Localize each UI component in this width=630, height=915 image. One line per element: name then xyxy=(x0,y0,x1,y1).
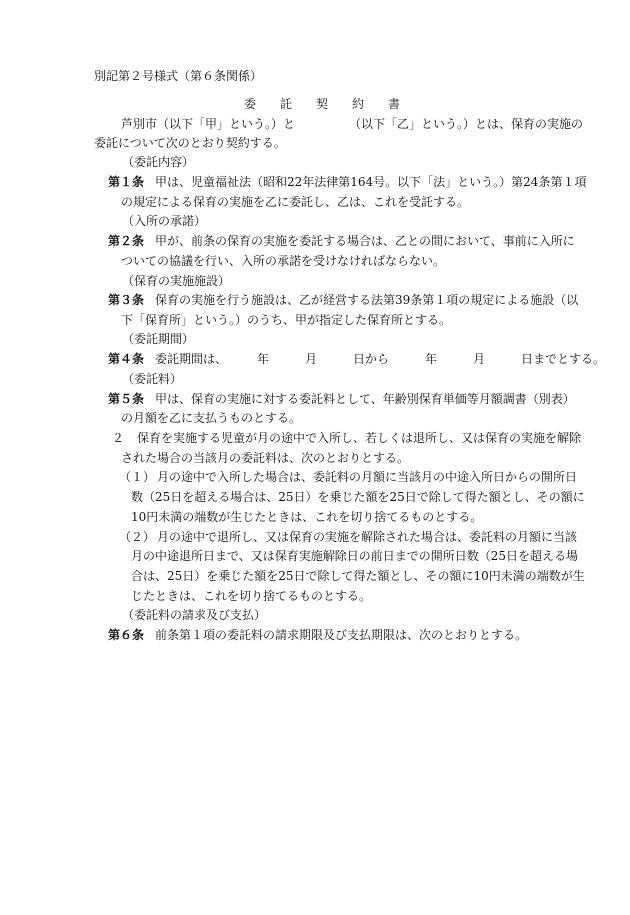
article-2-line-2: ついての協議を行い、入所の承諾を受けなければならない。 xyxy=(121,254,446,268)
article-2-line-1: 甲が、前条の保育の実施を委託する場合は、乙との間において、事前に入所に xyxy=(155,234,575,248)
article-3-line-1: 保育の実施を行う施設は、乙が経営する法第39条第１項の規定による施設（以 xyxy=(155,293,579,307)
article-5-paragraph-2-label: ２ xyxy=(112,431,125,445)
article-5-item-2-line-2: 月の中途退所日まで、又は保育実施解除日の前日までの開所日数（25日を超える場 xyxy=(131,549,579,563)
article-5-item-1-line-1: 月の途中で入所した場合は、委託料の月額に当該月の中途入所日からの開所日 xyxy=(157,470,578,484)
article-1-line-2: の規定による保育の実施を乙に委託し、乙は、これを受託する。 xyxy=(121,195,470,209)
article-3-line-2: 下「保育所」という。）のうち、甲が指定した保育所とする。 xyxy=(121,313,452,327)
article-6-label: 第６条 xyxy=(108,628,145,642)
article-1-heading: （委託内容） xyxy=(122,155,195,169)
article-5-paragraph-2-line-1: 保育を実施する児童が月の途中で入所し、若しくは退所し、又は保育の実施を解除 xyxy=(137,431,582,445)
intro-line-2: 委託について次のとおり契約する。 xyxy=(94,136,286,150)
article-5-line-1: 甲は、保育の実施に対する委託料として、年齢別保育単価等月額調書（別表） xyxy=(155,392,575,406)
article-6-line-1: 前条第１項の委託料の請求期限及び支払期限は、次のとおりとする。 xyxy=(155,628,528,642)
article-3-label: 第３条 xyxy=(108,293,145,307)
article-4-label: 第４条 xyxy=(108,352,145,366)
article-1-label: 第１条 xyxy=(108,175,145,189)
article-2-label: 第２条 xyxy=(108,234,145,248)
article-3-heading: （保育の実施施設） xyxy=(122,274,231,288)
article-5-item-1-line-3: 10円未満の端数が生じたときは、これを切り捨てるものとする。 xyxy=(131,510,483,524)
article-5-label: 第５条 xyxy=(108,392,145,406)
article-4-line-1: 委託期間は、 年 月 日から 年 月 日までとする。 xyxy=(155,352,606,366)
intro-line-1: 芦別市（以下「甲」という。）と （以下「乙」という。）とは、保育の実施の xyxy=(121,117,584,131)
document-title: 委 託 契 約 書 xyxy=(244,97,401,111)
article-5-item-2-line-3: 合は、25日）を乗じた額を25日で除して得た額とし、その額に10円未満の端数が生 xyxy=(131,569,585,583)
form-label: 別記第２号様式（第６条関係） xyxy=(94,69,263,83)
article-5-item-1-label: （１） xyxy=(119,470,156,484)
article-5-paragraph-2-line-2: された場合の当該月の委託料は、次のとおりとする。 xyxy=(121,451,410,465)
article-5-line-2: の月額を乙に支払うものとする。 xyxy=(121,411,302,425)
article-5-heading: （委託料） xyxy=(122,372,183,386)
article-5-item-2-label: （２） xyxy=(119,530,156,544)
article-4-heading: （委託期間） xyxy=(122,332,195,346)
article-1-line-1: 甲は、児童福祉法（昭和22年法律第164号。以下「法」という。）第24条第１項 xyxy=(155,175,587,189)
article-5-item-1-line-2: 数（25日を超える場合は、25日）を乗じた額を25日で除して得た額とし、その額に xyxy=(131,490,585,504)
article-5-item-2-line-1: 月の途中で退所し、又は保育の実施を解除された場合は、委託料の月額に当該 xyxy=(157,530,578,544)
article-2-heading: （入所の承諾） xyxy=(122,214,207,228)
article-6-heading: （委託料の請求及び支払） xyxy=(122,608,267,622)
article-5-item-2-line-4: じたときは、これを切り捨てるものとする。 xyxy=(131,589,372,603)
